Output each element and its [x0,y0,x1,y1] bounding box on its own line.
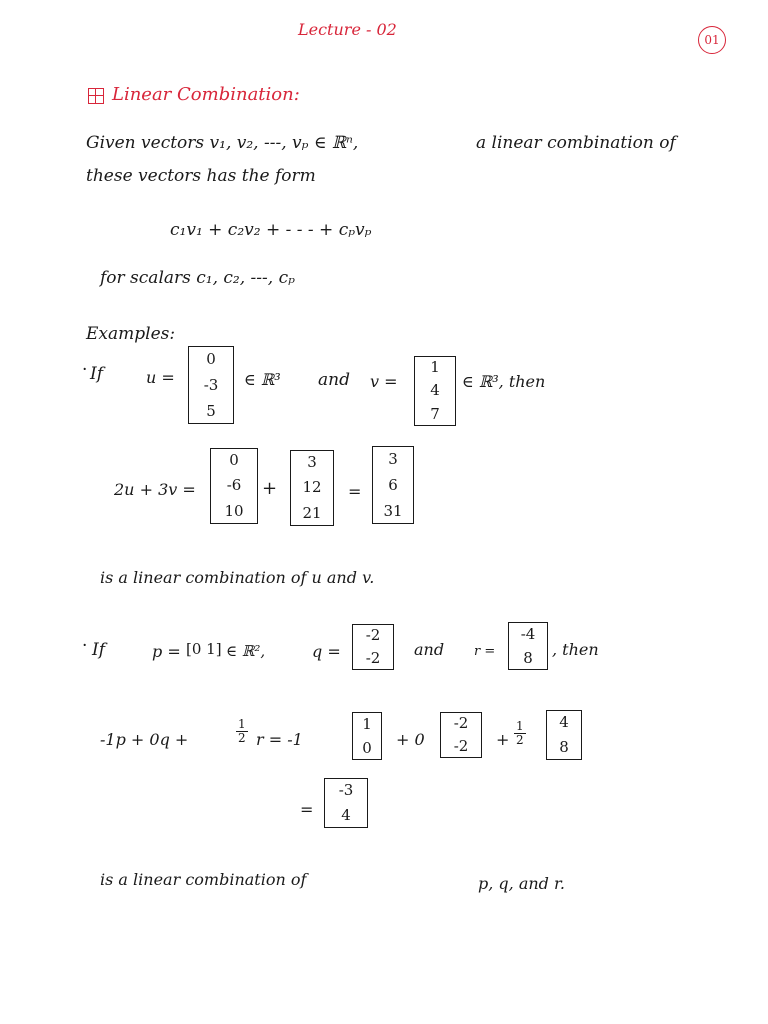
m3-entry-2: 6 [388,475,398,494]
u-in-r3: ∈ ℝ³ [244,370,281,389]
r-entry-1: -4 [520,624,536,643]
example2-conclusion: is a linear combination of [100,870,307,889]
m2-entry-3: 21 [302,503,322,522]
n3-entry-2: 8 [559,738,569,756]
v-in-r3-then: ∈ ℝ³, then [462,372,546,391]
definition-line2: these vectors has the form [86,166,316,186]
matrix-n3 [546,710,582,760]
m1-entry-2: -6 [226,476,242,495]
m2-entry-2: 12 [302,478,322,497]
n2-entry-2: -2 [453,737,469,755]
v-entry-2: 4 [430,381,440,400]
v-entry-1: 1 [430,358,440,377]
matrix-2u [210,448,258,524]
vector-p: [0 1] [186,640,222,658]
vector-u [188,346,234,424]
n2-entry-1: -2 [453,714,469,732]
q-entry-2: -2 [365,649,381,667]
example1-lhs: 2u + 3v = [114,480,196,499]
examples-heading: Examples: [86,324,176,344]
half-numerator: 1 [238,717,246,731]
m3-entry-1: 3 [388,449,398,468]
p-label: p = [152,642,181,661]
example2-and: and [414,640,445,659]
example2-then: , then [552,640,599,659]
example2-lhs-a: -1p + 0q + [100,730,189,749]
half2-numerator: 1 [516,719,524,733]
q-entry-1: -2 [365,626,381,644]
example2-lhs-b: r = -1 [256,730,303,749]
m3-entry-3: 31 [383,501,403,520]
matrix-n1 [352,712,382,760]
m2-entry-1: 3 [307,453,317,472]
vector-r [508,622,548,670]
half-denominator: 2 [238,731,246,746]
r-label: r = [474,644,496,659]
q-label: q = [312,642,341,661]
r-entry-2: 8 [523,648,533,667]
example1-bullet: · [82,360,88,380]
matrix-3v [290,450,334,526]
u-entry-2: -3 [203,375,219,394]
linear-combination-formula: c₁v₁ + c₂v₂ + - - - + cₚvₚ [170,220,372,240]
result-equals: = [300,800,314,819]
plus-zero: + 0 [396,730,425,749]
u-label: u = [146,368,175,387]
page-number: 01 [698,26,726,54]
example1-and: and [318,370,350,390]
n1-entry-1: 1 [362,714,372,733]
v-label: v = [370,372,398,391]
p-in-r2: ∈ ℝ², [226,642,266,660]
example1-conclusion: is a linear combination of u and v. [100,568,375,587]
definition-line1-end: a linear combination of [476,133,676,153]
n3-entry-1: 4 [559,713,569,731]
definition-line1: Given vectors v₁, v₂, ---, vₚ ∈ ℝⁿ, [86,133,359,153]
result-vector [324,778,368,828]
example2-if: If [92,640,106,660]
equals-sign: = [348,482,362,501]
example1-if: If [90,364,104,384]
m1-entry-1: 0 [229,451,239,470]
vector-q [352,624,394,670]
result-entry-2: 4 [341,806,351,824]
example2-conclusion-vars: p, q, and r. [478,874,565,893]
vector-v [414,356,456,426]
plus-half: + [496,730,510,749]
lecture-title: Lecture - 02 [298,20,397,39]
n1-entry-2: 0 [362,738,372,757]
u-entry-3: 5 [206,401,216,420]
one-half-fraction [236,718,248,745]
example2-bullet: · [82,636,88,656]
scalars-line: for scalars c₁, c₂, ---, cₚ [100,268,295,288]
second-half-fraction [514,720,526,747]
section-heading: Linear Combination: [112,84,300,105]
plus-sign: + [262,478,278,499]
v-entry-3: 7 [430,404,440,423]
section-box-icon [88,88,104,104]
half2-denominator: 2 [516,733,524,748]
u-entry-1: 0 [206,349,216,368]
result-entry-1: -3 [338,781,354,799]
matrix-n2 [440,712,482,758]
m1-entry-3: 10 [224,501,244,520]
matrix-sum [372,446,414,524]
